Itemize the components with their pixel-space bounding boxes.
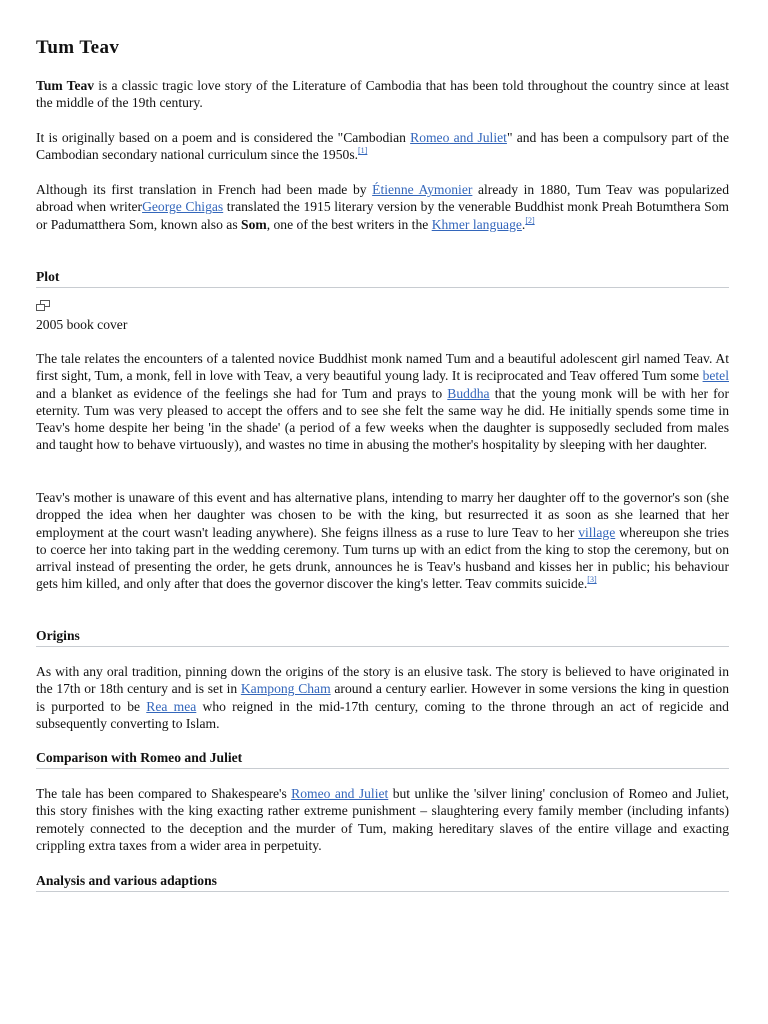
image-caption: 2005 book cover [36, 317, 128, 332]
enlarge-icon[interactable] [36, 300, 50, 311]
intro-text: . [521, 216, 526, 232]
intro-text: , one of the best writers in the [266, 216, 432, 232]
citation-3-link[interactable]: [3] [587, 575, 597, 585]
origins-text: who reigned in the mid-17th century, coming to the throne through an act of regicide and subsequently converting to Islam. [36, 698, 729, 731]
intro-text: already in 1880, Tum Teav was popularized abroad when writer [36, 182, 729, 215]
plot-text: Teav's mother is unaware of this event and has alternative plans, intending to marry her daughter off to the governor's son (she dropped the idea when her daughter was chosen to be with the king, but resurrected it as soon as she learned that her employment at the court wasn't leading anywhere). She feigns illness as a ruse to lure Teav to her [36, 490, 729, 540]
citation-1[interactable] [358, 146, 367, 155]
intro-paragraph-2 [36, 129, 729, 164]
comparison-paragraph [36, 785, 729, 854]
intro-text: It is originally based on a poem and is considered the "Cambodian [36, 130, 411, 145]
comparison-text: but unlike the 'silver lining' conclusion of Romeo and Juliet, this story finishes with the king exacting rather extreme punishment – slaughtering every family member (including infants) remotely connected to the deception and the murder of Tum, making hereditary slaves of the entire village and exacting crippling extra taxes from a wider area in perpetuity. [36, 786, 729, 853]
plot-paragraph-2 [36, 489, 729, 593]
george-chigas-link[interactable]: George Chigas [142, 199, 224, 215]
origins-text: As with any oral tradition, pinning down the origins of the story is an elusive task. The story is believed to have originated in the 17th or 18th century and is set in [36, 664, 729, 697]
citation-1-link[interactable]: [1] [358, 146, 368, 156]
romeo-and-juliet-link[interactable]: Romeo and Juliet [410, 130, 507, 145]
comparison-text: The tale has been compared to Shakespeare's [36, 786, 292, 801]
intro-text: is a classic tragic love story of the Literature of Cambodia that has been told throughout the country since at least the middle of the 19th century. [36, 78, 729, 111]
intro-text: Although its first translation in French had been made by [36, 182, 373, 197]
romeo-and-juliet-link-2[interactable]: Romeo and Juliet [291, 786, 389, 801]
intro-text: " and has been a compulsory part of the Cambodian secondary national curriculum since the 1950s. [36, 130, 729, 163]
village-link[interactable]: village [578, 524, 616, 540]
section-heading-origins: Origins [36, 627, 729, 647]
etienne-aymonier-link[interactable]: Étienne Aymonier [372, 182, 473, 197]
som-bold: Som [241, 216, 267, 232]
section-heading-comparison: Comparison with Romeo and Juliet [36, 749, 729, 769]
plot-paragraph-1 [36, 350, 729, 454]
section-heading-plot: Plot [36, 268, 729, 288]
citation-2-link[interactable]: [2] [525, 215, 535, 225]
page-title: Tum Teav [36, 37, 120, 58]
intro-paragraph-1 [36, 77, 729, 112]
rea-mea-link[interactable]: Rea mea [146, 698, 197, 714]
article-subject-bold: Tum Teav [36, 78, 95, 93]
section-heading-analysis: Analysis and various adaptions [36, 872, 729, 892]
buddha-link[interactable]: Buddha [447, 385, 490, 401]
plot-text: The tale relates the encounters of a talented novice Buddhist monk named Tum and a beautiful adolescent girl named Teav. At first sight, Tum, a monk, fell in love with Teav, a very beautiful young lady. It is reciprocated and Teav offered Tum some [36, 351, 729, 384]
kampong-cham-link[interactable]: Kampong Cham [240, 681, 331, 697]
plot-text: whereupon she tries to coerce her into taking part in the wedding ceremony. Tum turns up with an edict from the king to stop the ceremony, but on arrival instead of presenting the order, he gets drunk, announces he is Teav's husband and kisses her in public; his behaviour gets him killed, and only after that does the governor discover the king's letter. Teav commits suicide. [36, 524, 729, 592]
origins-text: around a century earlier. However in some versions the king in question is purported to be [36, 681, 729, 714]
citation-3[interactable] [587, 575, 596, 584]
intro-text: translated the 1915 literary version by the venerable Buddhist monk Preah Botumthera Som or Padumatthera Som, known also as [36, 199, 730, 232]
khmer-language-link[interactable]: Khmer language [431, 216, 522, 232]
plot-text: that the young monk will be with her for eternity. Tum was very pleased to accept the offers and to see she felt the same way he did. He initially spends some time in Teav's home despite her being 'in the shade' (a period of a few weeks when the daughter is supposedly secluded from males and taught how to behave virtuously), and wastes no time in abusing the mother's hospitality by sleeping with her daughter. [36, 385, 729, 453]
citation-2[interactable] [525, 216, 534, 225]
origins-paragraph [36, 663, 729, 732]
plot-text: and a blanket as evidence of the feelings she had for Tum and prays to [36, 385, 448, 401]
betel-link[interactable]: betel [702, 368, 729, 384]
intro-paragraph-3 [36, 181, 729, 233]
